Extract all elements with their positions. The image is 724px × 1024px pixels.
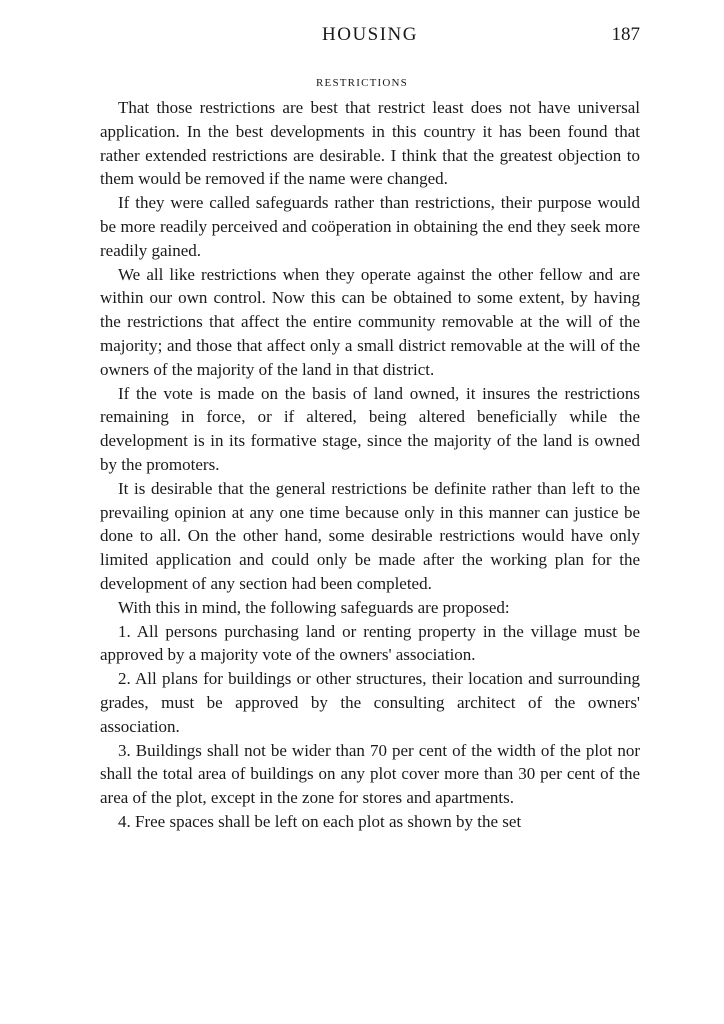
page-number: 187: [611, 24, 640, 45]
list-item-1: 1. All persons purchasing land or renting property in the village must be approved by a majority vote of the owners' association.: [100, 621, 640, 665]
section-heading: RESTRICTIONS: [315, 77, 409, 89]
list-item-4: 4. Free spaces shall be left on each plot as shown by the set: [118, 811, 522, 831]
list-item-3: 3. Buildings shall not be wider than 70 per cent of the width of the plot nor shall the total area of buildings on any plot cover more than 30 per cent of the area of the plot, except in the zone for stores and apartments.: [100, 740, 640, 808]
paragraph-intro: That those restrictions are best that restrict least does not have universal application. In the best developments in this country it has been found that rather extended restrictions are desirable. I think that the greatest objection to them would be removed if the name were changed.: [100, 98, 640, 189]
paragraph-proposed: With this in mind, the following safeguards are proposed:: [118, 597, 510, 617]
paragraph-control: We all like restrictions when they operate against the other fellow and are within our own control. Now this can be obtained to some extent, by having the restrictions that affect the entire community removable at the will of the majority; and those that affect only a small district removable at the will of the owners of the majority of the land in that district.: [100, 264, 640, 379]
paragraph-vote: If the vote is made on the basis of land owned, it insures the restrictions remaining in force, or if altered, being altered beneficially while the development is in its formative stage, since the majority of the land is owned by the promoters.: [100, 383, 640, 474]
paragraph-safeguards: If they were called safeguards rather than restrictions, their purpose would be more readily perceived and coöperation in obtaining the end they seek more readily gained.: [100, 193, 640, 260]
list-item-2: 2. All plans for buildings or other structures, their location and surrounding grades, must be approved by the consulting architect of the owners' association.: [100, 669, 640, 736]
paragraph-definite: It is desirable that the general restrictions be definite rather than left to the prevailing opinion at any one time because only in this manner can justice be done to all. On the other hand, some desirable restrictions would have only limited application and could only be made after the working plan for the development of any section had been completed.: [100, 478, 640, 593]
running-title: HOUSING: [322, 24, 418, 45]
body-text: [100, 96, 640, 834]
running-head: [100, 24, 640, 50]
